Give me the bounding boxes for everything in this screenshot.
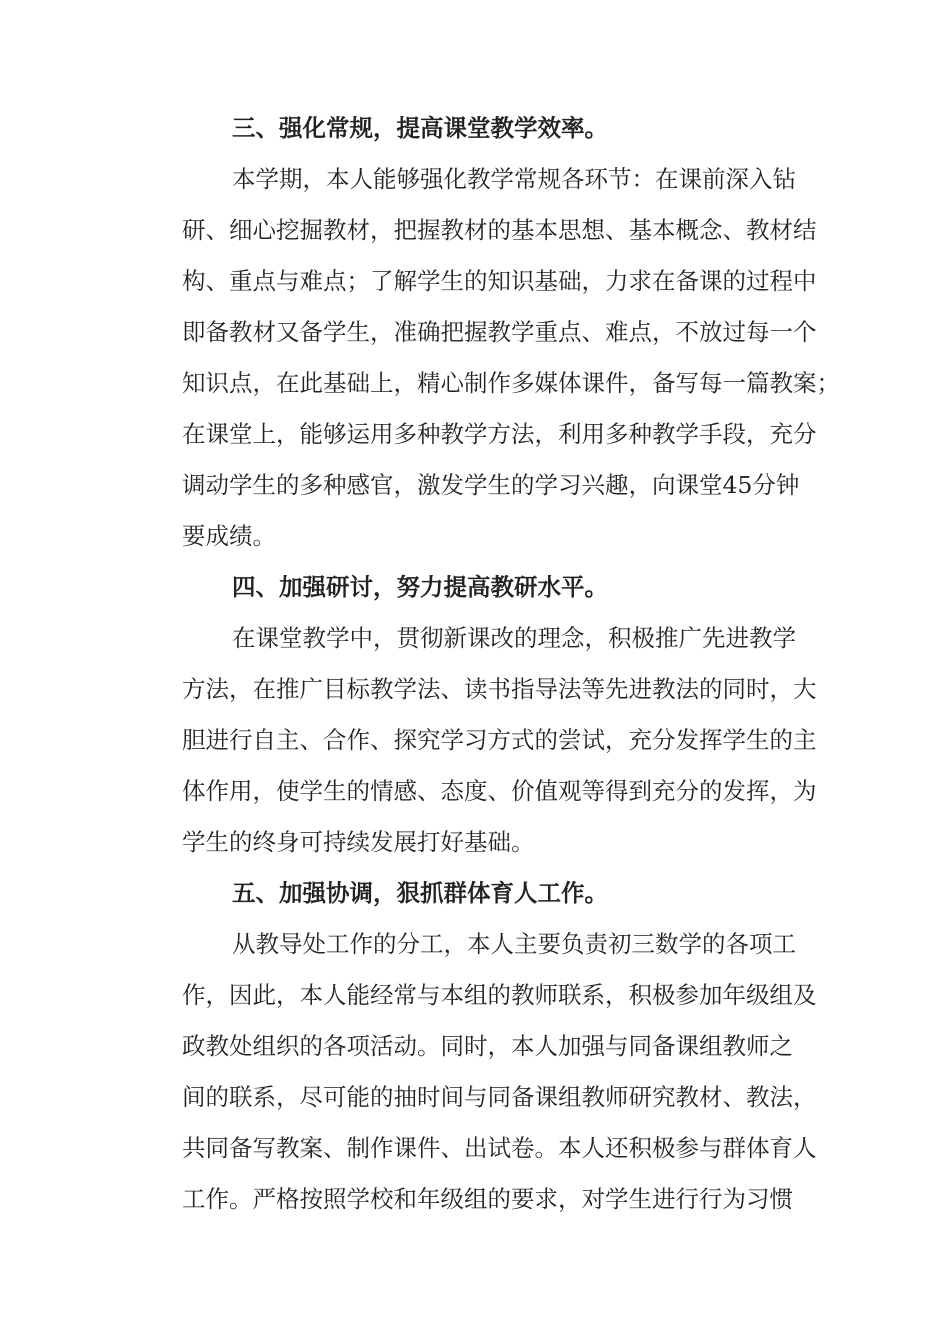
paragraph-line: 工作。严格按照学校和年级组的要求，对学生进行行为习惯 bbox=[182, 1185, 793, 1213]
paragraph-line: 调动学生的多种感官，激发学生的学习兴趣，向课堂45分钟 bbox=[182, 471, 800, 499]
paragraph-line: 在课堂上，能够运用多种教学方法，利用多种教学手段，充分 bbox=[182, 420, 817, 448]
paragraph-line: 方法，在推广目标教学法、读书指导法等先进教法的同时，大 bbox=[182, 675, 817, 703]
paragraph-line: 要成绩。 bbox=[182, 522, 276, 550]
paragraph-line: 体作用，使学生的情感、态度、价值观等得到充分的发挥，为 bbox=[182, 777, 817, 805]
paragraph-line: 共同备写教案、制作课件、出试卷。本人还积极参与群体育人 bbox=[182, 1134, 817, 1162]
paragraph-line: 间的联系，尽可能的抽时间与同备课组教师研究教材、教法， bbox=[182, 1083, 817, 1111]
paragraph-line: 在课堂教学中，贯彻新课改的理念，积极推广先进教学 bbox=[232, 624, 796, 652]
paragraph-line: 本学期，本人能够强化教学常规各环节：在课前深入钻 bbox=[232, 165, 796, 193]
paragraph-line: 政教处组织的各项活动。同时，本人加强与同备课组教师之 bbox=[182, 1032, 793, 1060]
paragraph-line: 研、细心挖掘教材，把握教材的基本思想、基本概念、教材结 bbox=[182, 216, 817, 244]
paragraph-line: 即备教材又备学生，准确把握教学重点、难点，不放过每一个 bbox=[182, 318, 817, 346]
section-heading-5: 五、加强协调，狠抓群体育人工作。 bbox=[232, 879, 608, 907]
paragraph-line: 从教导处工作的分工，本人主要负责初三数学的各项工 bbox=[232, 930, 796, 958]
section-heading-4: 四、加强研讨，努力提高教研水平。 bbox=[232, 573, 608, 601]
paragraph-line: 学生的终身可持续发展打好基础。 bbox=[182, 828, 535, 856]
paragraph-line: 胆进行自主、合作、探究学习方式的尝试，充分发挥学生的主 bbox=[182, 726, 817, 754]
paragraph-line: 作，因此，本人能经常与本组的教师联系，积极参加年级组及 bbox=[182, 981, 817, 1009]
document-body bbox=[182, 103, 854, 1225]
paragraph-line: 知识点，在此基础上，精心制作多媒体课件，备写每一篇教案； bbox=[182, 369, 840, 397]
section-heading-3: 三、强化常规，提高课堂教学效率。 bbox=[232, 114, 608, 142]
paragraph-line: 构、重点与难点；了解学生的知识基础，力求在备课的过程中 bbox=[182, 267, 817, 295]
